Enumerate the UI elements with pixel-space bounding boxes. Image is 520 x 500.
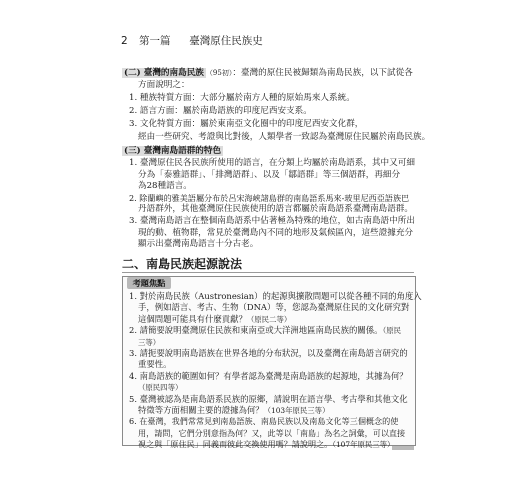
running-head bbox=[121, 33, 263, 48]
section-3-line: 1. 臺灣原住民各民族所使用的語言，在分類上均屬於南島語系，其中又可細 bbox=[129, 158, 415, 168]
exam-note: （95初） bbox=[205, 69, 233, 77]
question-line: 視之與「原住民」同義而彼此交換使用嗎？請說明之。（107年原民三等） bbox=[138, 439, 395, 450]
exam-source: （107年原民三等） bbox=[332, 440, 395, 450]
section-3-line: 丹語群外，其他臺灣原住民族使用的語言都屬於南島語系臺灣南島語群。 bbox=[138, 204, 414, 215]
exam-focus-label: 考題焦點 bbox=[127, 277, 171, 289]
question-line: 三等） bbox=[138, 337, 161, 347]
question-line: 3. 請扼要說明南島語族在世界各地的分布狀況，以及臺灣在南島語言研究的 bbox=[129, 348, 408, 358]
question-line: 5. 臺灣被認為是南島語系民族的原鄉，請說明在語言學、考古學和其他文化 bbox=[129, 393, 408, 404]
section-3-line: 顯示出臺灣南島語言十分古老。 bbox=[138, 239, 259, 250]
section-3-line: 現的動、植物群，常見於臺灣島內不同的地形及氣候區內，這些證據充分 bbox=[138, 227, 414, 238]
question-line: 這個問題可能具有什麼貢獻？（原民二等） bbox=[138, 313, 292, 324]
question-line: 4. 南島語族的範圍如何？有學者認為臺灣是南島語族的起源地，其據為何？ bbox=[129, 370, 408, 381]
section-3-heading: (三) 臺灣南島語群的特色 bbox=[124, 146, 222, 156]
section-2-item: 3. 文化特質方面：屬於東南亞文化圈中的印度尼西安文化群， bbox=[129, 119, 364, 129]
question-line: 2. 請簡要說明臺灣原住民族和東南亞或大洋洲地區南島民族的關係。（原民 bbox=[129, 325, 402, 336]
section-2-item: 1. 種族特質方面：大部分屬於南方人種的原始馬來人系統。 bbox=[129, 93, 355, 103]
question-line: 特徵等方面相關主要的證據為何？（103年原民三等） bbox=[138, 405, 330, 415]
question-line: 重要性。 bbox=[138, 359, 172, 370]
page-number: 2 bbox=[121, 35, 128, 47]
part-label: 第一篇 bbox=[139, 35, 171, 47]
section-2-item: 2. 語言方面：屬於南島語族的印度尼西安支系。 bbox=[129, 106, 312, 116]
exam-source: （原民 bbox=[382, 326, 402, 336]
section-3-line: 為28種語言。 bbox=[138, 181, 192, 192]
heading-rule bbox=[122, 272, 414, 273]
section-3-line: 2. 除蘭嶼的雅美語屬分布於呂宋海峽諸島群的南島語系馬來-玻里尼西亞語族巴 bbox=[129, 192, 410, 203]
question-line: 用，請問，它們分別意指為何？又，此等以「南島」為名之詞彙，可以直接 bbox=[138, 427, 406, 438]
box-corner-tab bbox=[392, 446, 414, 450]
chapter-heading: 二、南島民族起源說法 bbox=[122, 257, 243, 271]
section-2-heading: (二) 臺灣的南島民族 （95初）：臺灣的原住民被歸類為南島民族，以下試從各 bbox=[124, 68, 413, 78]
question-line: 6. 在臺灣，我們常常見到南島語族、南島民族以及南島文化等三個概念的使 bbox=[129, 416, 399, 427]
exam-source: （原民四等） bbox=[138, 383, 183, 393]
exam-source: （103年原民三等） bbox=[263, 406, 330, 415]
question-line: 1. 對於南島民族（Austronesian）的起源與擴散問題可以從各種不同的角度入 bbox=[129, 291, 422, 301]
book-title: 臺灣原住民族史 bbox=[189, 35, 263, 47]
section-3-line: 分為「泰雅語群」、「排灣語群」、以及「鄒語群」等三個語群，再細分 bbox=[138, 169, 401, 180]
section-2-cont: 方面說明之： bbox=[138, 80, 190, 90]
question-line: 手，例如語言、考古、生物（DNA）等，您認為臺灣原住民的文化研究對 bbox=[138, 302, 410, 313]
section-3-line: 3. 臺灣南島語言在整個南島語系中佔著極為特殊的地位，如古南島語中所出 bbox=[129, 216, 415, 226]
exam-source: （原民二等） bbox=[246, 314, 292, 324]
section-2-item-cont: 經由一些研究、考證與比對後，人類學者一致認為臺灣原住民屬於南島民族。 bbox=[138, 132, 431, 142]
